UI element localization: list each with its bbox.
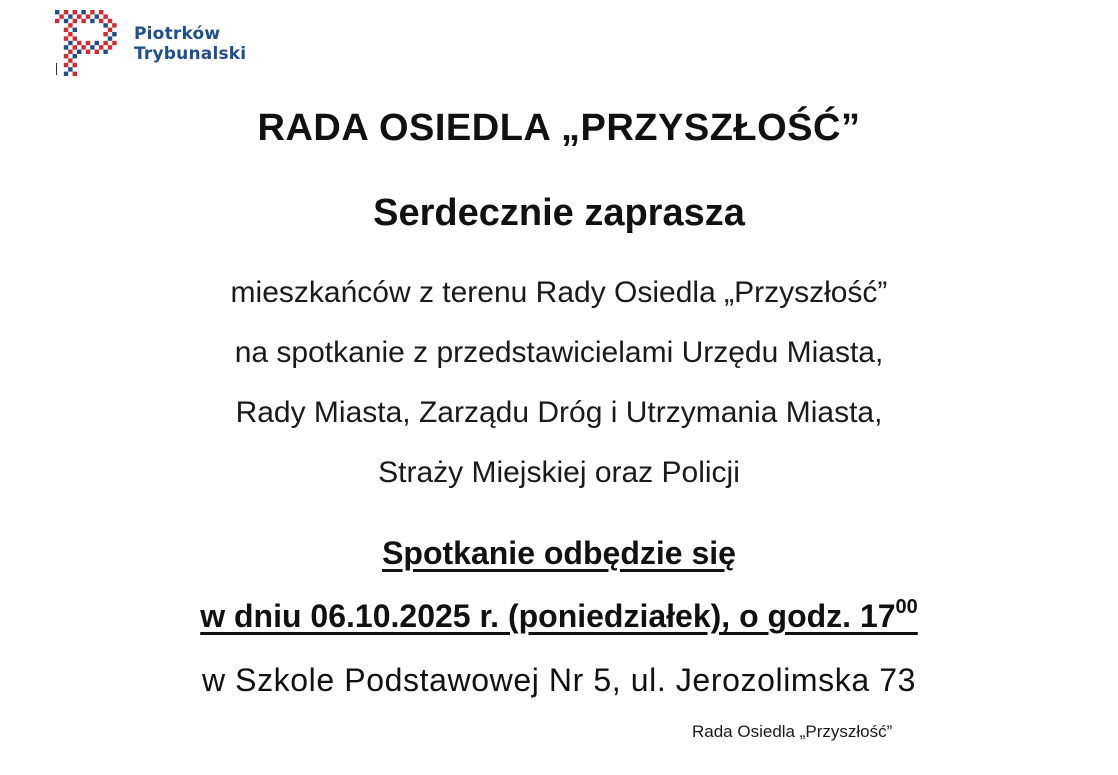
meeting-date: [0, 598, 1118, 635]
meeting-heading: Spotkanie odbędzie się: [382, 535, 736, 571]
city-logo: [55, 8, 295, 80]
meeting-date-text: w dniu 06.10.2025 r. (poniedziałek), o godz. 17: [200, 598, 896, 634]
logo-text: [134, 24, 246, 64]
meeting-time-minutes: 00: [895, 596, 918, 618]
meeting-place: w Szkole Podstawowej Nr 5, ul. Jerozolimska 73: [201, 662, 917, 698]
body-line-2: na spotkanie z przedstawicielami Urzędu Miasta,: [234, 336, 884, 369]
invite-heading: Serdecznie zaprasza: [373, 192, 745, 234]
logo-line-2: Trybunalski: [134, 44, 247, 64]
signature: Rada Osiedla „Przyszłość”: [692, 722, 893, 741]
body-line-4: Straży Miejskiej oraz Policji: [378, 456, 740, 489]
logo-line-1: Piotrków: [134, 24, 221, 44]
body-line-3: Rady Miasta, Zarządu Dróg i Utrzymania Miasta,: [235, 396, 883, 429]
notice-title: RADA OSIEDLA „PRZYSZŁOŚĆ”: [257, 107, 861, 149]
body-line-1: mieszkańców z terenu Rady Osiedla „Przyszłość”: [230, 276, 888, 309]
checkered-p-logo-icon: [55, 8, 119, 78]
text-cursor-mark: [56, 63, 57, 75]
